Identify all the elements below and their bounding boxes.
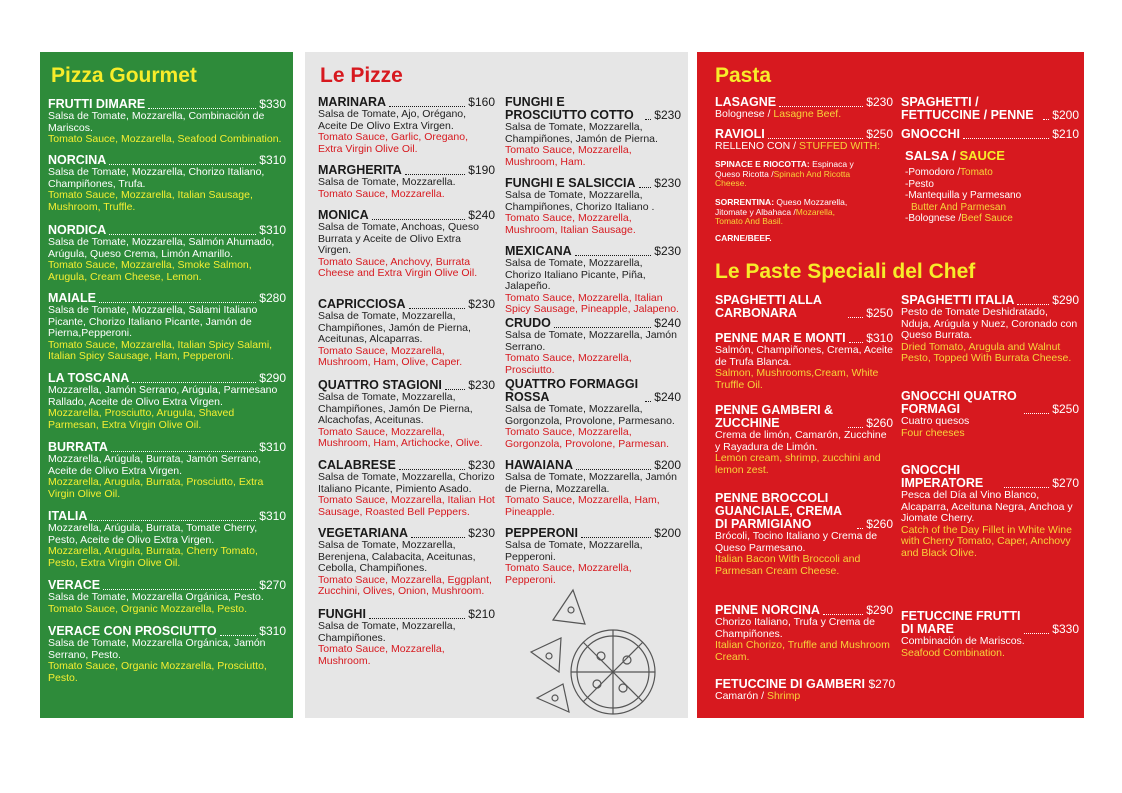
item-desc-en: Spinach And Ricotta Cheese. <box>715 168 851 188</box>
item-price: $230 <box>468 378 495 392</box>
item-desc-en: Tomato Sauce, Mozzarella, Eggplant, Zucchini, Olives, Onion, Mushroom. <box>318 573 492 597</box>
item-name: PENNE NORCINA <box>715 603 820 617</box>
item-desc-en: STUFFED WITH: <box>799 140 881 152</box>
item-price: $160 <box>468 95 495 109</box>
item-desc-en: Tomato Sauce, Garlic, Oregano, Extra Virgin Olive Oil. <box>318 131 468 155</box>
item-desc-es: Mozzarella, Jamón Serrano, Arúgula, Parmesano Rallado, Aceite de Olivo Extra Virgen. <box>48 384 278 408</box>
item-price: $260 <box>866 517 893 531</box>
item-desc-en: Salmon, Mushrooms,Cream, White Truffle Oil. <box>715 367 879 391</box>
menu-item <box>48 98 286 146</box>
item-desc-en: Shrimp <box>766 690 801 702</box>
item-desc-es: Salsa de Tomate, Mozzarella, Champiñones, Chorizo Italiano . <box>505 189 655 213</box>
item-desc-es: Bolognese / <box>715 108 771 120</box>
item-desc-en: Seafood Combination. <box>901 646 1005 659</box>
item-price: $310 <box>259 223 286 237</box>
item-desc-en: Mozzarella, Prosciutto, Arugula, Shaved Parmesan, Extra Virgin Olive Oil. <box>48 407 235 431</box>
pasta-title: Pasta <box>715 64 772 87</box>
menu-item <box>318 96 495 155</box>
item-desc-es: Salsa de Tomate, Mozzarella. <box>318 176 456 188</box>
item-name: LA TOSCANA <box>48 371 130 385</box>
item-desc-en: Tomato Sauce, Mozzarella, Mushroom. <box>318 643 445 667</box>
menu-item <box>715 96 893 121</box>
item-name: FETUCCINE DI GAMBERI <box>715 677 865 691</box>
item-price: $200 <box>654 526 681 540</box>
item-name: SPAGHETTI ITALIA <box>901 293 1015 307</box>
item-name: NORDICA <box>48 223 107 237</box>
menu-item <box>715 128 893 153</box>
item-desc-es: Chorizo Italiano, Trufa y Crema de Champiñones. <box>715 616 875 640</box>
item-price: $270 <box>868 677 896 691</box>
item-desc-es: Mozzarella, Arúgula, Burrata, Jamón Serrano, Aceite de Olivo Extra Virgen. <box>48 453 262 477</box>
menu-item <box>318 298 495 369</box>
item-price: $240 <box>654 390 681 404</box>
item-desc-es: Salsa de Tomate, Mozzarella, Jamón Serrano. <box>505 329 677 353</box>
item-price: $330 <box>1052 622 1079 636</box>
menu-item <box>505 378 681 450</box>
item-desc-en: Tomato Sauce, Mozzarella, Italian Hot Sausage, Roasted Bell Peppers. <box>318 494 495 518</box>
item-name: MARINARA <box>318 95 387 109</box>
menu-item <box>715 677 896 703</box>
menu-item <box>901 128 1079 141</box>
item-desc-en: Mozarella, Tomato And Basil. <box>715 206 836 226</box>
item-price: $230 <box>866 95 893 109</box>
item-desc-en: Tomato Sauce, Mozzarella, Mushroom, Ham, Artichocke, Olive. <box>318 425 483 449</box>
item-name: FETUCCINE FRUTTI DI MARE <box>901 609 1021 636</box>
item-desc-en: Four cheeses <box>901 426 965 439</box>
item-name: PEPPERONI <box>505 526 578 540</box>
menu-item <box>505 527 681 586</box>
item-price: $230 <box>654 176 681 190</box>
menu-item <box>318 608 495 667</box>
item-desc-es: Pesca del Día al Vino Blanco, Alcaparra, Aceituna Negra, Anchoa y Jiomate Cherry. <box>901 489 1073 524</box>
item-price: $330 <box>259 97 286 111</box>
item-name: CALABRESE <box>318 458 396 472</box>
menu-item <box>505 245 681 316</box>
item-price: $230 <box>468 526 495 540</box>
item-desc-en: Tomato Sauce, Mozzarella, Italian Spicy Sausage, Pineapple, Jalapeno. <box>505 291 679 315</box>
menu-item <box>505 317 681 376</box>
item-price: $200 <box>1052 108 1079 122</box>
item-name: BURRATA <box>48 440 108 454</box>
menu-item <box>901 390 1079 439</box>
menu-item <box>48 292 286 363</box>
item-desc-en: Mozzarella, Arugula, Burrata, Cherry Tomato, Pesto, Extra Virgin Olive Oil. <box>48 545 258 569</box>
item-desc-es: Salsa de Tomate, Mozzarella, Chorizo Italiano, Champiñones, Trufa. <box>48 166 265 190</box>
item-name: GNOCCHI <box>901 127 961 141</box>
item-name: QUATTRO STAGIONI <box>318 378 442 392</box>
item-name: QUATTRO FORMAGGI ROSSA <box>505 377 639 404</box>
item-desc-en: Tomato Sauce, Mozzarella, Smoke Salmon, Arugula, Cream Cheese, Lemon. <box>48 259 252 283</box>
item-desc-es: Salsa de Tomate, Mozzarella, Champiñones, Jamón De Pierna, Alcachofas, Aceitunas. <box>318 391 473 426</box>
item-desc-es: Salsa de Tomate, Mozzarella, Berenjena, Calabacita, Aceitunas, Cebolla, Champiñones. <box>318 539 476 574</box>
menu-item <box>48 625 286 684</box>
item-desc-es: Brócoli, Tocino Italiano y Crema de Queso Parmesano. <box>715 530 878 554</box>
menu-item <box>505 459 681 518</box>
item-desc-es: Salsa de Tomate, Mozzarella, Combinación de Mariscos. <box>48 110 265 134</box>
item-price: $290 <box>259 371 286 385</box>
pizza-gourmet-title: Pizza Gourmet <box>51 64 197 87</box>
menu-item <box>505 96 681 168</box>
item-price: $270 <box>1052 476 1079 490</box>
item-price: $210 <box>1052 127 1079 141</box>
item-desc-es: Salsa de Tomate, Mozzarella, Salmón Ahumado, Arúgula, Queso Crema, Limón Amarillo. <box>48 236 275 260</box>
menu-item <box>318 459 495 518</box>
item-price: $250 <box>1052 402 1079 416</box>
menu-item <box>715 294 893 320</box>
menu-item <box>48 579 286 615</box>
item-desc-es: Mozzarella, Arúgula, Burrata, Tomate Cherry, Pesto, Aceite de Olivo Extra Virgen. <box>48 522 258 546</box>
salsa-box <box>905 148 1025 225</box>
item-desc-es: Combinación de Mariscos. <box>901 635 1025 647</box>
item-price: $230 <box>468 458 495 472</box>
pizza-gourmet-panel <box>40 52 293 718</box>
menu-item <box>715 234 893 244</box>
item-name: ITALIA <box>48 509 88 523</box>
item-name: PENNE BROCCOLI GUANCIALE, CREMA DI PARMIGIANO <box>715 491 842 531</box>
item-price: $230 <box>654 108 681 122</box>
item-name: MARGHERITA <box>318 163 402 177</box>
item-price: $290 <box>1052 293 1079 307</box>
salsa-list: -Pomodoro /Tomato -Pesto -Mantequilla y Parmesano Butter And Parmesan -Bolognese /Beef Sauce <box>905 167 1022 224</box>
item-name: GNOCCHI IMPERATORE <box>901 463 984 490</box>
item-name: FRUTTI DIMARE <box>48 97 146 111</box>
item-price: $280 <box>259 291 286 305</box>
item-desc-en: Tomato Sauce, Organic Mozzarella, Pesto. <box>48 602 248 615</box>
item-desc-en: Tomato Sauce, Mozzarella, Italian Sausage, Mushroom, Truffle. <box>48 189 253 213</box>
item-price: $200 <box>654 458 681 472</box>
item-desc-es: Salsa de Tomate, Ajo, Orégano, Aceite De Olivo Extra Virgen. <box>318 108 467 132</box>
item-desc-es: Salsa de Tomate, Anchoas, Queso Burrata y Aceite de Olivo Extra Virgen. <box>318 221 479 256</box>
item-desc-es: Salsa de Tomate, Mozzarella, Jamón de Pierna, Mozzarella. <box>505 471 677 495</box>
item-name: CRUDO <box>505 316 551 330</box>
item-price: $310 <box>866 331 893 345</box>
item-desc-en: Dried Tomato, Arugula and Walnut Pesto, Topped With Burrata Cheese. <box>901 340 1072 364</box>
item-desc-en: Tomato Sauce, Anchovy, Burrata Cheese and Extra Virgin Olive Oil. <box>318 255 478 279</box>
item-desc-es: Camarón / <box>715 690 765 702</box>
item-desc-es: Salsa de Tomate, Mozzarella, Chorizo Italiano Picante, Piña, Jalapeño. <box>505 257 646 292</box>
item-name: CARNE/BEEF. <box>715 233 772 243</box>
menu-item <box>48 510 286 569</box>
menu-item <box>318 209 495 280</box>
item-name: FUNGHI <box>318 607 366 621</box>
item-desc-es: Salsa de Tomate, Mozzarella, Champiñones. <box>318 620 456 644</box>
item-name: NORCINA <box>48 153 107 167</box>
menu-item <box>318 379 495 450</box>
item-name: PENNE GAMBERI & ZUCCHINE <box>715 403 834 430</box>
menu-item <box>48 441 286 500</box>
pasta-panel <box>697 52 1084 718</box>
menu-item <box>318 164 495 200</box>
item-desc-en: Tomato Sauce, Mozzarella, Prosciutto. <box>505 352 632 376</box>
item-price: $250 <box>866 127 893 141</box>
menu-item <box>48 154 286 213</box>
item-desc-en: Tomato Sauce, Mozzarella, Mushroom, Ham, Olive, Caper. <box>318 344 463 368</box>
item-name: SPAGHETTI / FETTUCCINE / PENNE <box>901 95 1034 122</box>
item-price: $240 <box>654 316 681 330</box>
item-name: SPINACE E RIOCOTTA: <box>715 159 810 169</box>
item-desc-en: Italian Chorizo, Truffle and Mushroom Cream. <box>715 639 890 663</box>
menu-item <box>901 464 1079 559</box>
chef-specials-title: Le Paste Speciali del Chef <box>715 260 976 283</box>
menu-item <box>715 404 893 476</box>
item-name: MEXICANA <box>505 244 572 258</box>
item-name: MONICA <box>318 208 369 222</box>
item-desc-en: Tomato Sauce, Mozzarella, Mushroom, Italian Sausage. <box>505 212 636 236</box>
item-desc-es: Cuatro quesos <box>901 415 970 427</box>
item-desc-en: Tomato Sauce, Mozzarella, Mushroom, Ham. <box>505 144 632 168</box>
item-desc-es: Salsa de Tomate, Mozzarella, Champiñones, Jamón de Pierna, Aceitunas, Alcaparras. <box>318 310 471 345</box>
item-desc-en: Lasagne Beef. <box>773 108 842 120</box>
item-desc-en: Tomato Sauce, Mozzarella. <box>318 187 445 200</box>
item-name: VERACE CON PROSCIUTTO <box>48 624 217 638</box>
item-desc-en: Tomato Sauce, Mozzarella, Seafood Combination. <box>48 133 282 145</box>
item-name: LASAGNE <box>715 95 777 109</box>
item-desc-en: Tomato Sauce, Mozzarella, Pepperoni. <box>505 562 632 586</box>
item-name: MAIALE <box>48 291 96 305</box>
item-price: $250 <box>866 306 893 320</box>
salsa-title: SALSA / SAUCE <box>905 148 1005 163</box>
item-price: $270 <box>259 578 286 592</box>
le-pizze-panel <box>305 52 688 718</box>
item-price: $230 <box>468 297 495 311</box>
item-price: $310 <box>259 153 286 167</box>
item-desc-es: Queso Mozzarella, Jitomate y Albahaca / <box>715 197 848 217</box>
item-desc-es: Salsa de Tomate, Mozzarella, Pepperoni. <box>505 539 643 563</box>
item-name: PENNE MAR E MONTI <box>715 331 846 345</box>
menu-item <box>715 160 855 189</box>
item-name: FUNGHI E PROSCIUTTO COTTO <box>505 95 634 122</box>
item-price: $310 <box>259 624 286 638</box>
menu-item <box>901 96 1079 122</box>
item-desc-es: Salsa de Tomate, Mozzarella, Salami Italiano Picante, Chorizo Italiano Picante, Jamón de Pierna,Pepperoni. <box>48 304 258 339</box>
item-desc-en: Tomato Sauce, Mozzarella, Gorgonzola, Provolone, Parmesan. <box>505 426 670 450</box>
item-name: GNOCCHI QUATRO FORMAGI <box>901 389 1017 416</box>
item-price: $230 <box>654 244 681 258</box>
item-price: $310 <box>259 440 286 454</box>
item-price: $290 <box>866 603 893 617</box>
menu-item <box>715 604 893 663</box>
menu-item <box>48 224 286 283</box>
item-desc-es: Salsa de Tomate, Mozzarella Orgánica, Pesto. <box>48 591 264 603</box>
item-price: $310 <box>259 509 286 523</box>
item-desc-en: Mozzarella, Arugula, Burrata, Prosciutto, Extra Virgin Olive Oil. <box>48 476 264 500</box>
item-desc-es: Salsa de Tomate, Mozzarella, Gorgonzola, Provolone, Parmesano. <box>505 403 675 427</box>
item-name: HAWAIANA <box>505 458 574 472</box>
menu-item <box>715 332 893 391</box>
item-name: SPAGHETTI ALLA CARBONARA <box>715 293 822 320</box>
item-name: RAVIOLI <box>715 127 765 141</box>
item-name: VEGETARIANA <box>318 526 409 540</box>
item-desc-es: Salsa de Tomate, Mozzarella, Chorizo Italiano Picante, Pimiento Asado. <box>318 471 495 495</box>
item-name: CAPRICCIOSA <box>318 297 406 311</box>
menu-item <box>505 177 681 236</box>
item-name: VERACE <box>48 578 101 592</box>
item-desc-es: Espinaca y Queso Ricotta / <box>715 159 854 179</box>
item-desc-es: Salsa de Tomate, Mozzarella Orgánica, Jamón Serrano, Pesto. <box>48 637 266 661</box>
item-desc-en: Italian Bacon With Broccoli and Parmesan Cream Cheese. <box>715 553 861 577</box>
menu-item <box>715 492 893 577</box>
item-price: $240 <box>468 208 495 222</box>
menu-item <box>901 294 1079 365</box>
pizza-sketch-icon <box>523 580 673 716</box>
item-desc-es: Pesto de Tomate Deshidratado, Nduja, Arúgula y Nuez, Coronado con Queso Burrata. <box>901 306 1078 341</box>
menu-item <box>48 372 286 431</box>
menu-item <box>318 527 495 598</box>
item-price: $190 <box>468 163 495 177</box>
menu-item <box>715 198 855 227</box>
item-name: SORRENTINA: <box>715 197 775 207</box>
item-desc-es: Crema de limón, Camarón, Zucchine y Rayadura de Limón. <box>715 429 887 453</box>
le-pizze-title: Le Pizze <box>320 64 403 87</box>
item-desc-es: Salmón, Champiñones, Crema, Aceite de Trufa Blanca. <box>715 344 894 368</box>
item-price: $210 <box>468 607 495 621</box>
item-name: FUNGHI E SALSICCIA <box>505 176 636 190</box>
menu-item <box>901 610 1079 659</box>
item-desc-es: Salsa de Tomate, Mozzarella, Champiñones, Jamón de Pierna. <box>505 121 658 145</box>
item-desc-es: RELLENO CON / <box>715 140 797 152</box>
item-desc-en: Lemon cream, shrimp, zucchini and lemon zest. <box>715 452 881 476</box>
item-desc-en: Tomato Sauce, Organic Mozzarella, Prosciutto, Pesto. <box>48 660 267 684</box>
item-desc-en: Tomato Sauce, Mozzarella, Italian Spicy Salami, Italian Spicy Sausage, Ham, Pepperoni. <box>48 338 273 362</box>
item-price: $260 <box>866 416 893 430</box>
item-desc-en: Tomato Sauce, Mozzarella, Ham, Pineapple. <box>505 494 660 518</box>
item-desc-en: Catch of the Day Fillet in White Wine with Cherry Tomato, Caper, Anchovy and Black Olive. <box>901 523 1072 559</box>
